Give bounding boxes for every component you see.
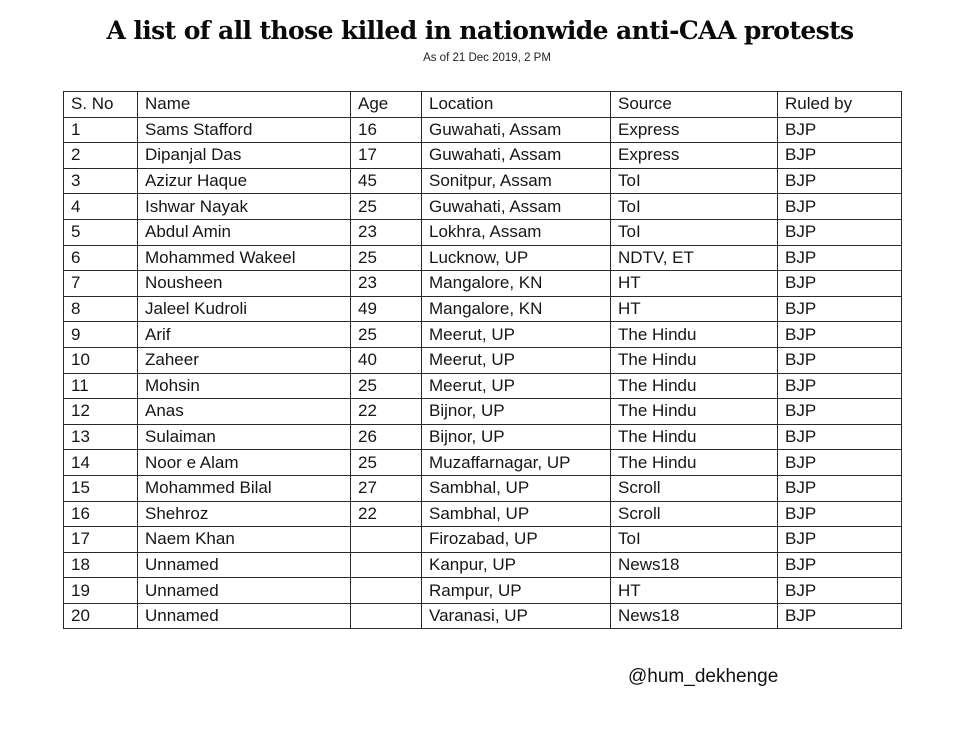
cell-source: HT [611, 271, 778, 297]
cell-age: 17 [351, 143, 422, 169]
cell-sno: 19 [64, 578, 138, 604]
cell-ruled-by: BJP [778, 603, 902, 629]
table-row [64, 271, 902, 297]
cell-name: Jaleel Kudroli [138, 296, 351, 322]
table-row [64, 475, 902, 501]
cell-age: 25 [351, 245, 422, 271]
table-row [64, 322, 902, 348]
cell-ruled-by: BJP [778, 501, 902, 527]
cell-name: Mohammed Wakeel [138, 245, 351, 271]
cell-sno: 2 [64, 143, 138, 169]
cell-name: Nousheen [138, 271, 351, 297]
cell-ruled-by: BJP [778, 424, 902, 450]
cell-ruled-by: BJP [778, 271, 902, 297]
cell-ruled-by: BJP [778, 322, 902, 348]
cell-location: Bijnor, UP [422, 424, 611, 450]
cell-name: Sams Stafford [138, 117, 351, 143]
cell-source: The Hindu [611, 322, 778, 348]
cell-sno: 6 [64, 245, 138, 271]
cell-ruled-by: BJP [778, 475, 902, 501]
cell-source: HT [611, 578, 778, 604]
cell-sno: 15 [64, 475, 138, 501]
cell-name: Unnamed [138, 578, 351, 604]
cell-name: Ishwar Nayak [138, 194, 351, 220]
victims-table [63, 91, 902, 629]
cell-age [351, 527, 422, 553]
cell-ruled-by: BJP [778, 578, 902, 604]
cell-source: ToI [611, 194, 778, 220]
cell-sno: 11 [64, 373, 138, 399]
cell-source: The Hindu [611, 347, 778, 373]
cell-ruled-by: BJP [778, 399, 902, 425]
table-row [64, 578, 902, 604]
credit-handle: @hum_dekhenge [628, 666, 779, 687]
table-row [64, 347, 902, 373]
cell-age: 23 [351, 271, 422, 297]
cell-source: News18 [611, 603, 778, 629]
cell-ruled-by: BJP [778, 552, 902, 578]
cell-location: Rampur, UP [422, 578, 611, 604]
cell-ruled-by: BJP [778, 450, 902, 476]
cell-sno: 10 [64, 347, 138, 373]
cell-sno: 16 [64, 501, 138, 527]
cell-name: Azizur Haque [138, 168, 351, 194]
cell-ruled-by: BJP [778, 527, 902, 553]
cell-age: 27 [351, 475, 422, 501]
cell-source: The Hindu [611, 373, 778, 399]
cell-name: Noor e Alam [138, 450, 351, 476]
table-row [64, 143, 902, 169]
cell-sno: 4 [64, 194, 138, 220]
cell-ruled-by: BJP [778, 219, 902, 245]
cell-age: 26 [351, 424, 422, 450]
cell-name: Unnamed [138, 552, 351, 578]
table-row [64, 527, 902, 553]
cell-source: Express [611, 117, 778, 143]
cell-age: 22 [351, 501, 422, 527]
cell-location: Kanpur, UP [422, 552, 611, 578]
header-location: Location [422, 92, 611, 118]
cell-age: 45 [351, 168, 422, 194]
cell-name: Shehroz [138, 501, 351, 527]
cell-location: Muzaffarnagar, UP [422, 450, 611, 476]
cell-name: Arif [138, 322, 351, 348]
cell-ruled-by: BJP [778, 296, 902, 322]
cell-age [351, 552, 422, 578]
cell-location: Sambhal, UP [422, 501, 611, 527]
cell-ruled-by: BJP [778, 168, 902, 194]
cell-location: Mangalore, KN [422, 271, 611, 297]
cell-location: Meerut, UP [422, 347, 611, 373]
cell-age [351, 578, 422, 604]
cell-location: Varanasi, UP [422, 603, 611, 629]
header-ruled-by: Ruled by [778, 92, 902, 118]
cell-sno: 13 [64, 424, 138, 450]
table-body [64, 117, 902, 629]
header-source: Source [611, 92, 778, 118]
cell-name: Naem Khan [138, 527, 351, 553]
cell-sno: 7 [64, 271, 138, 297]
cell-sno: 17 [64, 527, 138, 553]
cell-age: 22 [351, 399, 422, 425]
cell-source: Scroll [611, 475, 778, 501]
cell-source: ToI [611, 219, 778, 245]
cell-source: Express [611, 143, 778, 169]
cell-location: Mangalore, KN [422, 296, 611, 322]
cell-ruled-by: BJP [778, 245, 902, 271]
cell-location: Firozabad, UP [422, 527, 611, 553]
table-row [64, 373, 902, 399]
cell-source: News18 [611, 552, 778, 578]
cell-age: 25 [351, 373, 422, 399]
cell-age: 49 [351, 296, 422, 322]
table-row [64, 194, 902, 220]
table-row [64, 296, 902, 322]
cell-sno: 20 [64, 603, 138, 629]
cell-source: The Hindu [611, 424, 778, 450]
cell-sno: 5 [64, 219, 138, 245]
cell-location: Sonitpur, Assam [422, 168, 611, 194]
cell-sno: 8 [64, 296, 138, 322]
cell-location: Guwahati, Assam [422, 143, 611, 169]
header-name: Name [138, 92, 351, 118]
cell-location: Sambhal, UP [422, 475, 611, 501]
cell-age: 25 [351, 450, 422, 476]
cell-age: 16 [351, 117, 422, 143]
table-row [64, 552, 902, 578]
cell-sno: 14 [64, 450, 138, 476]
cell-name: Abdul Amin [138, 219, 351, 245]
cell-location: Meerut, UP [422, 322, 611, 348]
cell-name: Dipanjal Das [138, 143, 351, 169]
cell-name: Mohsin [138, 373, 351, 399]
cell-ruled-by: BJP [778, 194, 902, 220]
cell-location: Guwahati, Assam [422, 117, 611, 143]
table-row [64, 219, 902, 245]
cell-ruled-by: BJP [778, 373, 902, 399]
header-sno: S. No [64, 92, 138, 118]
cell-name: Zaheer [138, 347, 351, 373]
cell-source: NDTV, ET [611, 245, 778, 271]
cell-sno: 9 [64, 322, 138, 348]
cell-location: Bijnor, UP [422, 399, 611, 425]
cell-age: 23 [351, 219, 422, 245]
cell-source: ToI [611, 527, 778, 553]
table-row [64, 117, 902, 143]
cell-location: Guwahati, Assam [422, 194, 611, 220]
cell-ruled-by: BJP [778, 143, 902, 169]
cell-sno: 1 [64, 117, 138, 143]
cell-age: 25 [351, 194, 422, 220]
cell-age: 25 [351, 322, 422, 348]
cell-age: 40 [351, 347, 422, 373]
cell-age [351, 603, 422, 629]
header-age: Age [351, 92, 422, 118]
table-row [64, 603, 902, 629]
table-row [64, 424, 902, 450]
table-row [64, 399, 902, 425]
cell-location: Lucknow, UP [422, 245, 611, 271]
cell-ruled-by: BJP [778, 117, 902, 143]
cell-source: ToI [611, 168, 778, 194]
cell-sno: 12 [64, 399, 138, 425]
cell-source: HT [611, 296, 778, 322]
table-header-row [64, 92, 902, 118]
table-row [64, 245, 902, 271]
cell-source: The Hindu [611, 450, 778, 476]
table-row [64, 501, 902, 527]
cell-name: Anas [138, 399, 351, 425]
cell-name: Mohammed Bilal [138, 475, 351, 501]
document-subtitle: As of 21 Dec 2019, 2 PM [423, 52, 551, 64]
table-row [64, 450, 902, 476]
cell-ruled-by: BJP [778, 347, 902, 373]
cell-location: Meerut, UP [422, 373, 611, 399]
cell-name: Unnamed [138, 603, 351, 629]
cell-source: The Hindu [611, 399, 778, 425]
cell-source: Scroll [611, 501, 778, 527]
document-title: A list of all those killed in nationwide anti-CAA protests [106, 16, 854, 45]
cell-name: Sulaiman [138, 424, 351, 450]
cell-sno: 18 [64, 552, 138, 578]
table-row [64, 168, 902, 194]
cell-sno: 3 [64, 168, 138, 194]
cell-location: Lokhra, Assam [422, 219, 611, 245]
